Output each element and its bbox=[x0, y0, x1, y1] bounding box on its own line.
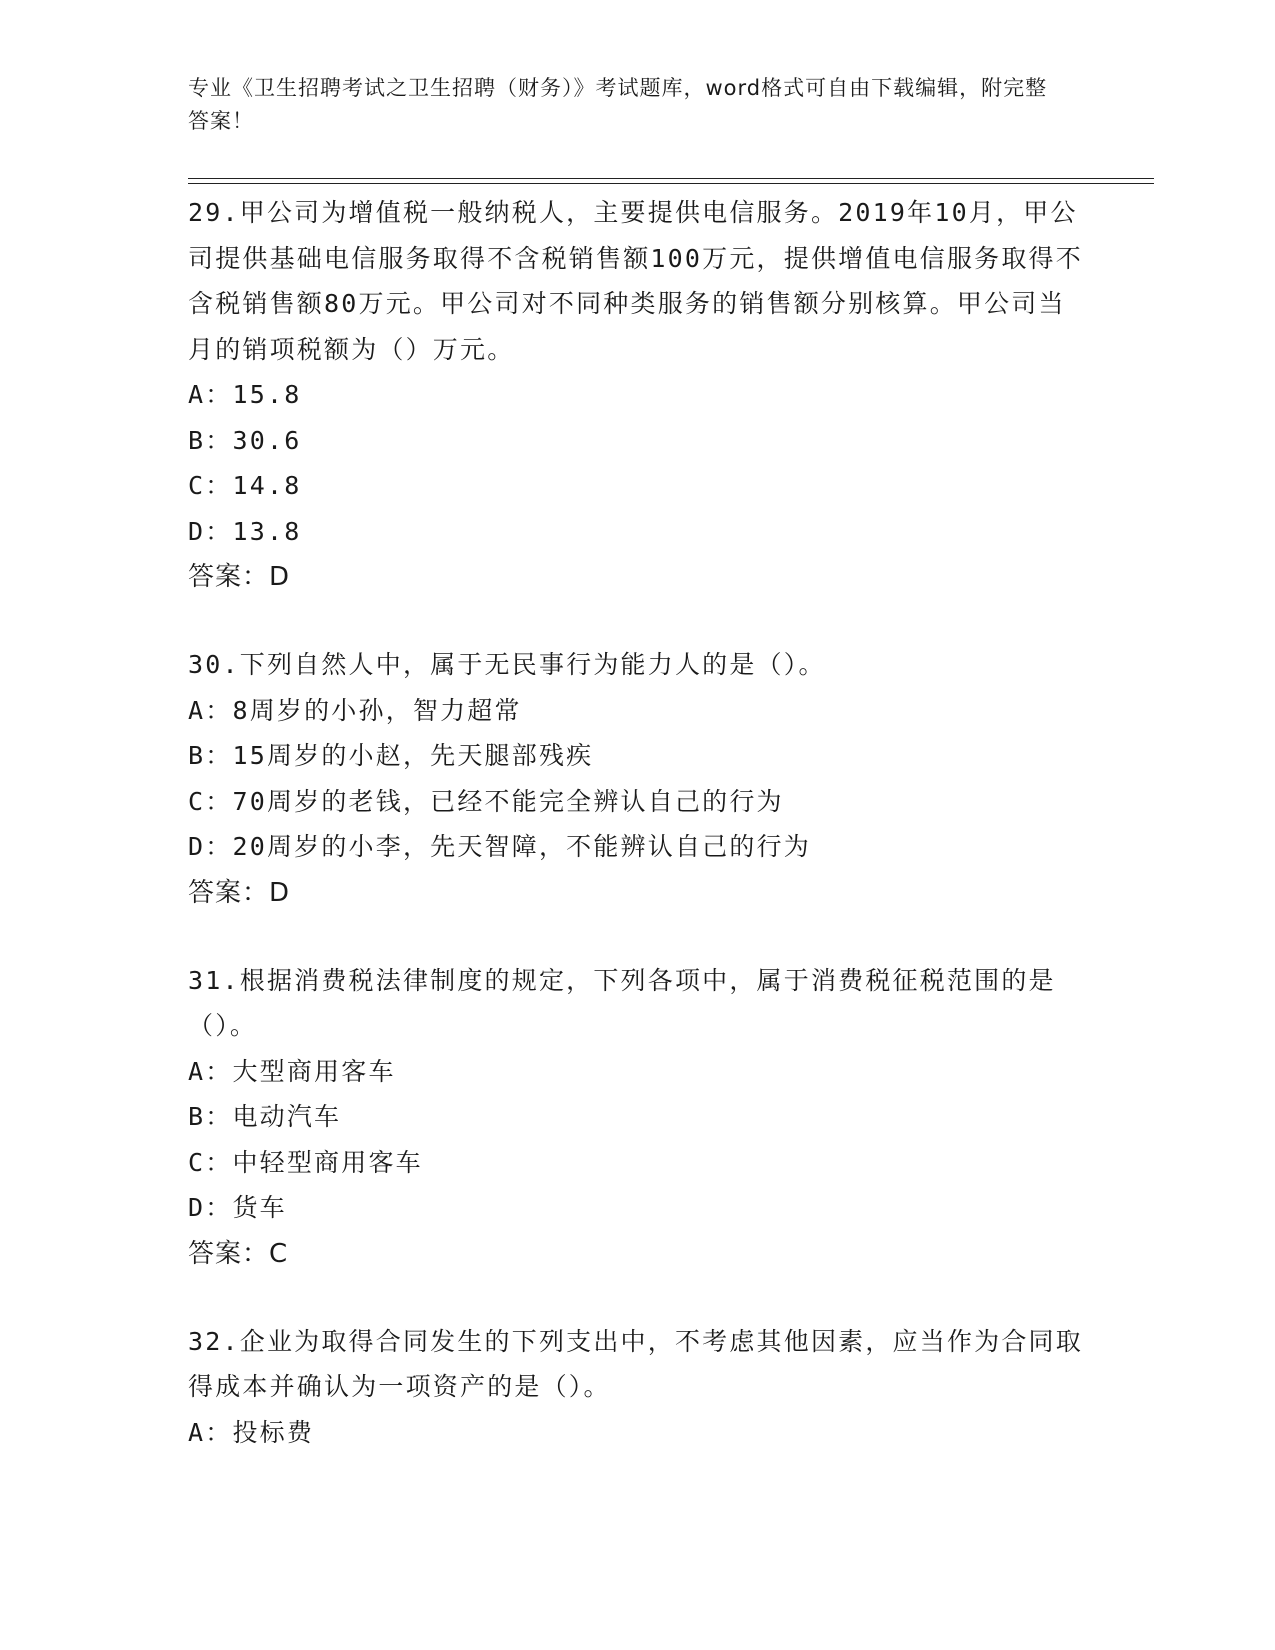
option-a: A：投标费 bbox=[188, 1417, 315, 1447]
option-b: B：电动汽车 bbox=[188, 1102, 342, 1131]
option-a: A：8周岁的小孙，智力超常 bbox=[188, 695, 522, 725]
option-b: B：30.6 bbox=[188, 425, 302, 455]
header-divider-bottom bbox=[188, 183, 1154, 184]
answer-line: 答案：D bbox=[188, 562, 291, 592]
option-a: A：15.8 bbox=[188, 380, 302, 409]
question-text: 29.甲公司为增值税一般纳税人，主要提供电信服务。2019年10月，甲公司提供基础电信服务取得不含税销售额100万元，提供增值电信服务取得不含税销售额80万元。甲公司对不同种类服务的销售额分别核算。甲公司当月的销项税额为（）万元。 bbox=[188, 198, 1083, 364]
header-divider-top bbox=[188, 178, 1154, 179]
question-31 bbox=[188, 958, 1088, 1277]
question-text: 31.根据消费税法律制度的规定，下列各项中，属于消费税征税范围的是（）。 bbox=[188, 965, 1056, 1040]
question-30 bbox=[188, 642, 1088, 916]
answer-line: 答案：D bbox=[188, 877, 291, 908]
option-b: B：15周岁的小赵，先天腿部残疾 bbox=[188, 741, 594, 770]
question-list bbox=[188, 190, 1088, 1497]
question-text: 30.下列自然人中，属于无民事行为能力人的是（）。 bbox=[188, 650, 826, 679]
option-c: C：70周岁的老钱，已经不能完全辨认自己的行为 bbox=[188, 786, 784, 816]
option-d: D：13.8 bbox=[188, 516, 302, 546]
option-d: D：货车 bbox=[188, 1193, 287, 1222]
document-header: 专业《卫生招聘考试之卫生招聘（财务）》考试题库，word格式可自由下载编辑，附完整答案！ bbox=[188, 76, 1048, 133]
answer-line: 答案：C bbox=[188, 1238, 289, 1269]
question-32 bbox=[188, 1319, 1088, 1456]
option-a: A：大型商用客车 bbox=[188, 1056, 396, 1086]
option-c: C：14.8 bbox=[188, 471, 302, 500]
option-c: C：中轻型商用客车 bbox=[188, 1147, 423, 1177]
question-text: 32.企业为取得合同发生的下列支出中，不考虑其他因素，应当作为合同取得成本并确认为一项资产的是（）。 bbox=[188, 1326, 1083, 1401]
question-29 bbox=[188, 190, 1088, 600]
option-d: D：20周岁的小李，先天智障，不能辨认自己的行为 bbox=[188, 832, 811, 861]
